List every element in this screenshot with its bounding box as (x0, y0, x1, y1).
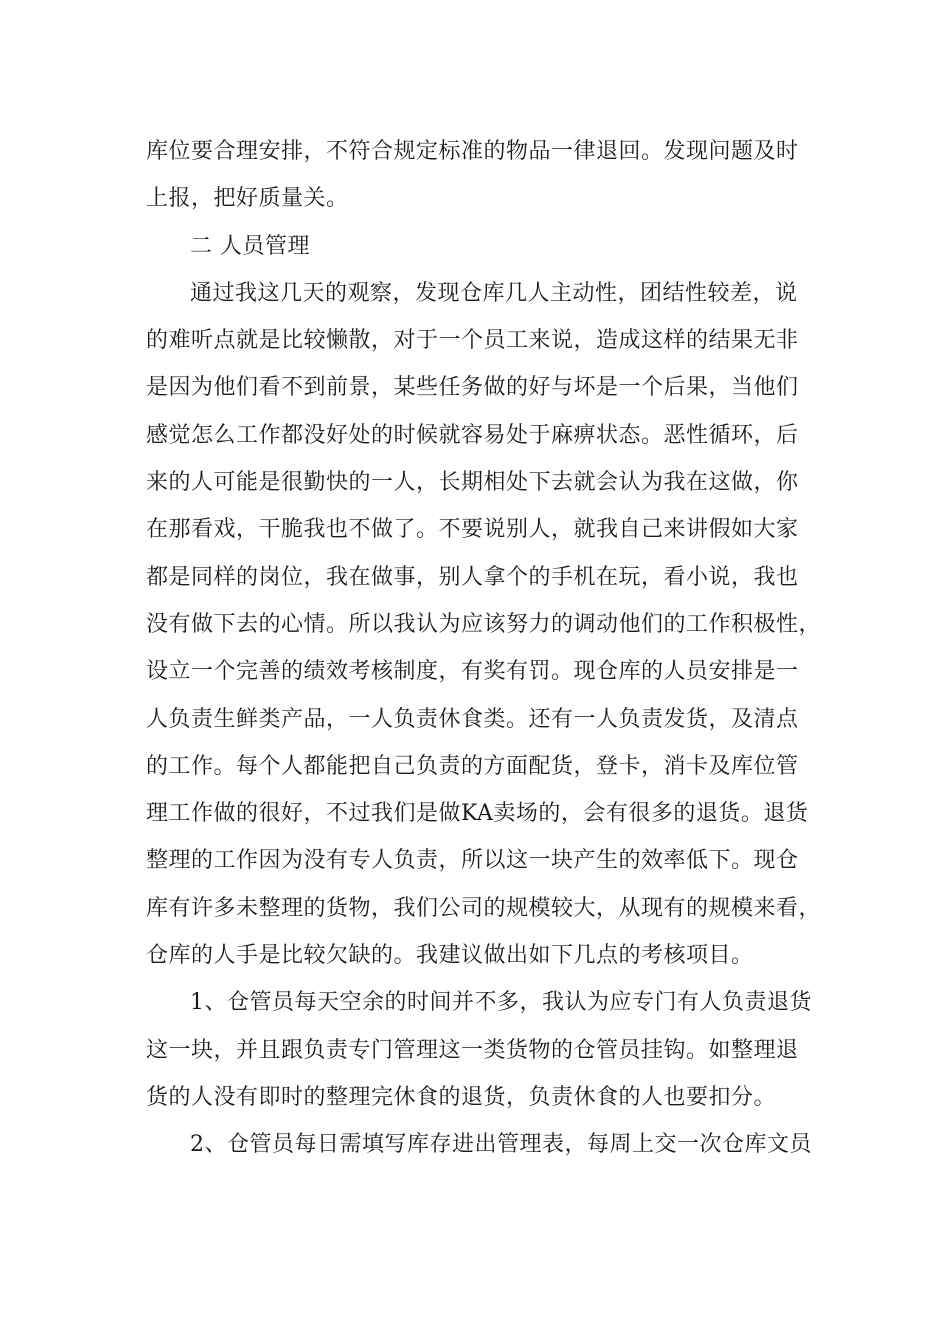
text-line: 来的人可能是很勤快的一人，长期相处下去就会认为我在这做，你 (146, 470, 799, 496)
text-line: 都是同样的岗位，我在做事，别人拿个的手机在玩，看小说，我也 (146, 564, 799, 590)
text-line: 货的人没有即时的整理完休食的退货，负责休食的人也要扣分。 (146, 1084, 777, 1110)
body-text (146, 128, 826, 1169)
text-line: 通过我这几天的观察，发现仓库几人主动性，团结性较差，说 (190, 280, 798, 306)
text-line: 库有许多未整理的货物，我们公司的规模较大，从现有的规模来看， (146, 895, 822, 921)
text-line: 的工作。每个人都能把自己负责的方面配货，登卡，消卡及库位管 (146, 753, 799, 779)
text-line: 感觉怎么工作都没好处的时候就容易处于麻痹状态。恶性循环，后 (146, 422, 799, 448)
list-item: 2、仓管员每日需填写库存进出管理表，每周上交一次仓库文员 (190, 1132, 812, 1158)
text-line: 在那看戏，干脆我也不做了。不要说别人，就我自己来讲假如大家 (146, 517, 799, 543)
text-line: 这一块，并且跟负责专门管理这一类货物的仓管员挂钩。如整理退 (146, 1037, 799, 1063)
text-line: 上报，把好质量关。 (146, 186, 349, 212)
text-line: 是因为他们看不到前景，某些任务做的好与坏是一个后果，当他们 (146, 375, 799, 401)
text-line: 仓库的人手是比较欠缺的。我建议做出如下几点的考核项目。 (146, 943, 754, 969)
text-line: 的难听点就是比较懒散，对于一个员工来说，造成这样的结果无非 (146, 328, 799, 354)
text-line: 设立一个完善的绩效考核制度，有奖有罚。现仓库的人员安排是一 (146, 659, 799, 685)
section-heading: 二 人员管理 (190, 233, 310, 259)
text-line: 理工作做的很好，不过我们是做KA卖场的，会有很多的退货。退货 (146, 801, 809, 827)
text-line: 库位要合理安排，不符合规定标准的物品一律退回。发现问题及时 (146, 139, 799, 164)
text-line: 人负责生鲜类产品，一人负责休食类。还有一人负责发货，及清点 (146, 706, 799, 732)
list-item: 1、仓管员每天空余的时间并不多，我认为应专门有人负责退货 (190, 990, 812, 1016)
text-line: 没有做下去的心情。所以我认为应该努力的调动他们的工作积极性， (146, 611, 822, 637)
text-line: 整理的工作因为没有专人负责，所以这一块产生的效率低下。现仓 (146, 848, 799, 874)
